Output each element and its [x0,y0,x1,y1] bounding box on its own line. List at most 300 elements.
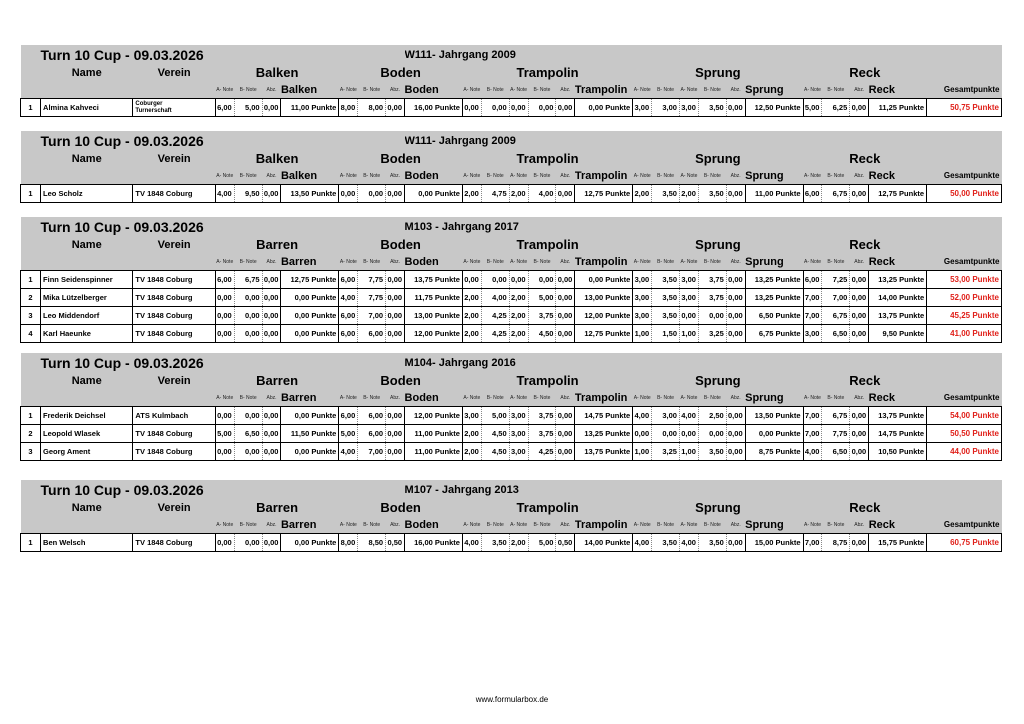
score-cell: 0,00 [726,99,745,117]
score-cell: 4,00 [528,185,556,203]
discipline-header: Trampolin [462,372,632,389]
score-cell: 0,00 [262,325,281,343]
score-cell: 2,00 [633,185,652,203]
score-cell: 4,00 [680,534,699,552]
discipline-header: Boden [339,499,463,516]
club-line-2: Turnerschaft [135,107,172,114]
a-note-header: A- Note [215,389,234,407]
discipline-sum-cell: 12,75 Punkte [281,271,339,289]
club-cell: ATS Kulmbach [133,407,215,425]
score-cell: 7,25 [822,271,850,289]
score-cell: 3,00 [652,407,680,425]
rank-header-spacer [21,372,41,389]
club-cell: TV 1848 Coburg [133,289,215,307]
score-cell: 0,00 [679,425,698,443]
result-row [21,289,1002,307]
score-cell: 6,00 [339,325,358,343]
total-points: 44,00 Punkte [927,443,1002,461]
a-note-header: A- Note [462,253,481,271]
gesamt-header: Gesamtpunkte [927,516,1002,534]
score-cell: 0,00 [481,271,509,289]
score-cell: 0,00 [262,534,281,552]
score-cell: 7,75 [358,289,386,307]
score-cell: 6,75 [234,271,262,289]
discipline-sum-cell: 8,75 Punkte [745,443,803,461]
athlete-name: Mika Lützelberger [41,289,133,307]
discipline-sum-header: Barren [281,389,339,407]
score-cell: 6,00 [215,271,234,289]
discipline-header: Reck [803,64,927,81]
discipline-header: Barren [215,372,339,389]
rank-cell: 4 [21,325,41,343]
discipline-header: Boden [339,372,463,389]
score-cell: 0,00 [528,271,556,289]
discipline-header: Trampolin [462,236,632,253]
score-cell: 3,75 [528,407,556,425]
score-cell: 5,00 [803,99,822,117]
a-note-header: A- Note [339,81,358,99]
block-title: Turn 10 Cup - 09.03.2026 [21,480,405,499]
score-cell: 5,00 [215,425,234,443]
discipline-sum-cell: 11,50 Punkte [281,425,339,443]
score-cell: 0,00 [726,407,745,425]
score-cell: 0,00 [215,534,234,552]
score-cell: 0,50 [556,534,575,552]
discipline-sum-cell: 6,75 Punkte [745,325,803,343]
discipline-sum-cell: 0,00 Punkte [281,534,339,552]
score-cell: 0,00 [698,425,726,443]
a-note-header: A- Note [633,253,652,271]
a-note-header: A- Note [339,167,358,185]
score-cell: 3,50 [652,534,680,552]
a-note-header: A- Note [215,253,234,271]
abz-header: Abz. [386,81,405,99]
score-cell: 3,00 [509,443,528,461]
result-block [20,131,1002,203]
athlete-name: Leopold Wlasek [41,425,133,443]
score-cell: 0,00 [556,289,575,307]
abz-header: Abz. [386,167,405,185]
score-cell: 3,00 [680,289,699,307]
discipline-sum-cell: 13,25 Punkte [575,425,633,443]
score-cell: 0,00 [386,325,405,343]
result-row [21,271,1002,289]
a-note-header: A- Note [803,253,822,271]
b-note-header: B- Note [358,81,386,99]
discipline-sum-cell: 16,00 Punkte [405,99,463,117]
score-cell: 0,00 [215,407,234,425]
verein-header: Verein [133,64,215,81]
discipline-sum-cell: 0,00 Punkte [745,425,803,443]
score-cell: 7,75 [822,425,850,443]
score-cell: 0,00 [234,534,262,552]
b-note-header: B- Note [528,389,556,407]
name-header: Name [41,64,133,81]
score-cell: 7,00 [803,289,822,307]
discipline-sum-cell: 14,75 Punkte [575,407,633,425]
rank-subheader-spacer [21,81,216,99]
score-cell: 7,00 [803,407,822,425]
score-cell: 0,00 [726,425,745,443]
abz-header: Abz. [726,389,745,407]
athlete-name: Karl Haeunke [41,325,133,343]
a-note-header: A- Note [633,389,652,407]
score-cell: 0,00 [386,185,405,203]
discipline-sum-header: Balken [281,167,339,185]
total-header-spacer [927,236,1002,253]
score-cell: 0,00 [556,425,575,443]
discipline-header: Sprung [633,150,803,167]
score-cell: 3,00 [652,99,680,117]
category-label: W111- Jahrgang 2009 [405,45,1002,64]
score-cell: 2,00 [679,185,698,203]
score-cell: 3,25 [698,325,726,343]
a-note-header: A- Note [215,167,234,185]
a-note-header: A- Note [803,389,822,407]
score-cell: 3,00 [633,289,652,307]
score-cell: 9,50 [234,185,262,203]
score-cell: 0,00 [481,99,509,117]
discipline-header: Sprung [633,372,803,389]
b-note-header: B- Note [481,516,509,534]
a-note-header: A- Note [509,253,528,271]
score-cell: 0,00 [726,534,745,552]
b-note-header: B- Note [481,167,509,185]
abz-header: Abz. [262,253,281,271]
score-cell: 5,00 [528,289,556,307]
score-cell: 8,75 [822,534,850,552]
score-cell: 4,00 [339,443,358,461]
discipline-sum-header: Reck [869,253,927,271]
a-note-header: A- Note [633,516,652,534]
score-cell: 0,00 [262,99,281,117]
rank-cell: 1 [21,271,41,289]
score-cell: 1,50 [652,325,680,343]
score-cell: 0,00 [358,185,386,203]
score-cell: 0,00 [850,289,869,307]
discipline-sum-cell: 13,25 Punkte [745,271,803,289]
score-cell: 0,00 [528,99,556,117]
b-note-header: B- Note [822,516,850,534]
discipline-sum-cell: 12,00 Punkte [405,407,463,425]
discipline-header: Barren [215,499,339,516]
athlete-name: Georg Ament [41,443,133,461]
abz-header: Abz. [262,167,281,185]
score-cell: 5,00 [234,99,262,117]
rank-subheader-spacer [21,389,216,407]
block-title: Turn 10 Cup - 09.03.2026 [21,131,405,150]
abz-header: Abz. [262,516,281,534]
discipline-sum-cell: 11,00 Punkte [405,425,463,443]
score-cell: 8,00 [339,99,358,117]
score-cell: 5,00 [481,407,509,425]
discipline-sum-header: Reck [869,389,927,407]
score-cell: 0,00 [850,325,869,343]
discipline-header: Barren [215,236,339,253]
a-note-header: A- Note [339,389,358,407]
category-label: M103 - Jahrgang 2017 [405,217,1002,236]
score-cell: 0,00 [262,443,281,461]
b-note-header: B- Note [698,167,726,185]
discipline-sum-header: Sprung [745,516,803,534]
a-note-header: A- Note [462,516,481,534]
score-cell: 0,00 [262,185,281,203]
b-note-header: B- Note [698,253,726,271]
discipline-sum-cell: 10,50 Punkte [869,443,927,461]
b-note-header: B- Note [698,389,726,407]
discipline-sum-cell: 13,75 Punkte [869,307,927,325]
discipline-sum-header: Reck [869,167,927,185]
club-cell [133,99,215,117]
verein-header: Verein [133,150,215,167]
name-header: Name [41,150,133,167]
discipline-sum-cell: 0,00 Punkte [281,443,339,461]
abz-header: Abz. [850,81,869,99]
discipline-sum-cell: 11,25 Punkte [869,99,927,117]
a-note-header: A- Note [339,516,358,534]
b-note-header: B- Note [481,253,509,271]
score-cell: 6,00 [358,425,386,443]
discipline-header: Sprung [633,64,803,81]
b-note-header: B- Note [528,516,556,534]
rank-cell: 1 [21,534,41,552]
score-cell: 0,00 [386,99,405,117]
score-cell: 3,75 [698,289,726,307]
discipline-sum-cell: 13,25 Punkte [869,271,927,289]
score-cell: 4,00 [803,443,822,461]
score-cell: 2,50 [698,407,726,425]
score-cell: 3,50 [652,185,680,203]
total-header-spacer [927,499,1002,516]
athlete-name: Finn Seidenspinner [41,271,133,289]
club-cell: TV 1848 Coburg [133,307,215,325]
score-cell: 7,00 [803,534,822,552]
athlete-name: Leo Middendorf [41,307,133,325]
discipline-sum-header: Boden [405,516,463,534]
b-note-header: B- Note [822,167,850,185]
discipline-sum-header: Boden [405,81,463,99]
b-note-header: B- Note [234,516,262,534]
discipline-sum-cell: 12,00 Punkte [405,325,463,343]
score-cell: 0,00 [509,99,528,117]
discipline-sum-header: Boden [405,389,463,407]
result-row [21,407,1002,425]
score-cell: 0,00 [509,271,528,289]
abz-header: Abz. [386,253,405,271]
total-points: 50,75 Punkte [927,99,1002,117]
score-cell: 3,50 [698,99,726,117]
name-header: Name [41,236,133,253]
score-cell: 0,00 [850,185,869,203]
score-cell: 4,00 [679,407,698,425]
discipline-header: Sprung [633,499,803,516]
score-cell: 8,00 [358,99,386,117]
result-row [21,185,1002,203]
score-cell: 0,00 [850,534,869,552]
discipline-sum-cell: 13,50 Punkte [281,185,339,203]
b-note-header: B- Note [358,516,386,534]
discipline-header: Balken [215,150,339,167]
athlete-name: Leo Scholz [41,185,133,203]
score-cell: 3,50 [652,271,680,289]
discipline-sum-cell: 13,00 Punkte [575,289,633,307]
score-cell: 2,00 [462,425,481,443]
result-row [21,534,1002,552]
discipline-header: Reck [803,372,927,389]
score-cell: 0,00 [556,271,575,289]
score-cell: 2,00 [509,534,528,552]
verein-header: Verein [133,499,215,516]
score-cell: 3,50 [481,534,509,552]
score-cell: 0,00 [462,99,481,117]
b-note-header: B- Note [481,389,509,407]
b-note-header: B- Note [652,167,680,185]
abz-header: Abz. [556,167,575,185]
score-cell: 6,50 [822,443,850,461]
score-cell: 0,00 [850,271,869,289]
discipline-sum-cell: 13,75 Punkte [575,443,633,461]
discipline-sum-cell: 16,00 Punkte [405,534,463,552]
discipline-sum-cell: 12,75 Punkte [869,185,927,203]
score-cell: 6,75 [822,407,850,425]
rank-cell: 3 [21,443,41,461]
score-cell: 3,50 [698,534,726,552]
score-cell: 6,00 [339,307,358,325]
abz-header: Abz. [262,389,281,407]
score-cell: 3,50 [698,185,726,203]
discipline-sum-cell: 12,00 Punkte [575,307,633,325]
score-cell: 7,00 [358,443,386,461]
score-cell: 0,00 [726,271,745,289]
discipline-sum-cell: 11,00 Punkte [281,99,339,117]
discipline-sum-header: Trampolin [575,167,633,185]
score-cell: 6,00 [803,271,822,289]
score-cell: 3,00 [803,325,822,343]
discipline-header: Boden [339,64,463,81]
result-block [20,480,1002,552]
score-cell: 2,00 [462,443,481,461]
score-cell: 6,75 [822,185,850,203]
discipline-header: Balken [215,64,339,81]
score-cell: 2,00 [462,325,481,343]
score-cell: 0,00 [850,425,869,443]
score-cell: 1,00 [679,443,698,461]
discipline-header: Boden [339,236,463,253]
score-cell: 1,00 [633,325,652,343]
total-header-spacer [927,150,1002,167]
score-cell: 0,00 [850,307,869,325]
score-cell: 6,00 [339,407,358,425]
abz-header: Abz. [850,167,869,185]
abz-header: Abz. [556,253,575,271]
score-cell: 0,00 [234,407,262,425]
club-cell: TV 1848 Coburg [133,443,215,461]
score-cell: 0,00 [215,443,234,461]
rank-subheader-spacer [21,253,216,271]
club-cell: TV 1848 Coburg [133,325,215,343]
a-note-header: A- Note [215,516,234,534]
b-note-header: B- Note [358,253,386,271]
b-note-header: B- Note [822,253,850,271]
a-note-header: A- Note [215,81,234,99]
score-cell: 4,25 [481,307,509,325]
discipline-sum-header: Trampolin [575,253,633,271]
discipline-sum-cell: 14,00 Punkte [869,289,927,307]
score-cell: 4,50 [481,443,509,461]
total-points: 52,00 Punkte [927,289,1002,307]
score-cell: 0,00 [234,443,262,461]
a-note-header: A- Note [462,81,481,99]
discipline-sum-cell: 12,50 Punkte [745,99,803,117]
result-row [21,443,1002,461]
club-cell: TV 1848 Coburg [133,534,215,552]
a-note-header: A- Note [633,81,652,99]
abz-header: Abz. [850,516,869,534]
discipline-sum-cell: 13,75 Punkte [869,407,927,425]
discipline-header: Trampolin [462,499,632,516]
total-points: 50,50 Punkte [927,425,1002,443]
score-cell: 3,00 [633,99,652,117]
score-cell: 0,00 [262,307,281,325]
score-cell: 0,00 [215,289,234,307]
score-cell: 4,00 [633,407,652,425]
discipline-header: Trampolin [462,150,632,167]
athlete-name: Frederik Deichsel [41,407,133,425]
abz-header: Abz. [726,253,745,271]
discipline-header: Sprung [633,236,803,253]
footer-url: www.formularbox.de [475,695,549,704]
score-cell: 6,00 [803,185,822,203]
discipline-sum-cell: 13,25 Punkte [745,289,803,307]
a-note-header: A- Note [462,167,481,185]
score-cell: 4,00 [481,289,509,307]
score-cell: 3,00 [633,307,652,325]
discipline-header: Reck [803,150,927,167]
score-cell: 0,00 [262,289,281,307]
name-header: Name [41,499,133,516]
abz-header: Abz. [556,81,575,99]
discipline-sum-cell: 15,00 Punkte [745,534,803,552]
b-note-header: B- Note [234,81,262,99]
b-note-header: B- Note [652,516,680,534]
a-note-header: A- Note [509,81,528,99]
total-points: 45,25 Punkte [927,307,1002,325]
club-cell: TV 1848 Coburg [133,271,215,289]
gesamt-header: Gesamtpunkte [927,81,1002,99]
score-cell: 4,75 [481,185,509,203]
b-note-header: B- Note [652,253,680,271]
abz-header: Abz. [726,81,745,99]
score-cell: 1,00 [680,325,699,343]
discipline-sum-header: Boden [405,167,463,185]
category-label: M107 - Jahrgang 2013 [405,480,1002,499]
discipline-sum-cell: 9,50 Punkte [869,325,927,343]
discipline-sum-header: Trampolin [575,516,633,534]
score-cell: 0,00 [680,307,699,325]
discipline-header: Trampolin [462,64,632,81]
score-cell: 0,50 [386,534,405,552]
discipline-sum-cell: 0,00 Punkte [281,325,339,343]
score-cell: 2,00 [509,289,528,307]
score-cell: 6,00 [358,325,386,343]
score-cell: 6,00 [358,407,386,425]
discipline-sum-header: Sprung [745,389,803,407]
score-cell: 0,00 [386,425,405,443]
club-line-1: Coburger [135,100,163,107]
score-cell: 2,00 [462,289,481,307]
score-cell: 3,00 [680,271,699,289]
rank-cell: 1 [21,185,41,203]
